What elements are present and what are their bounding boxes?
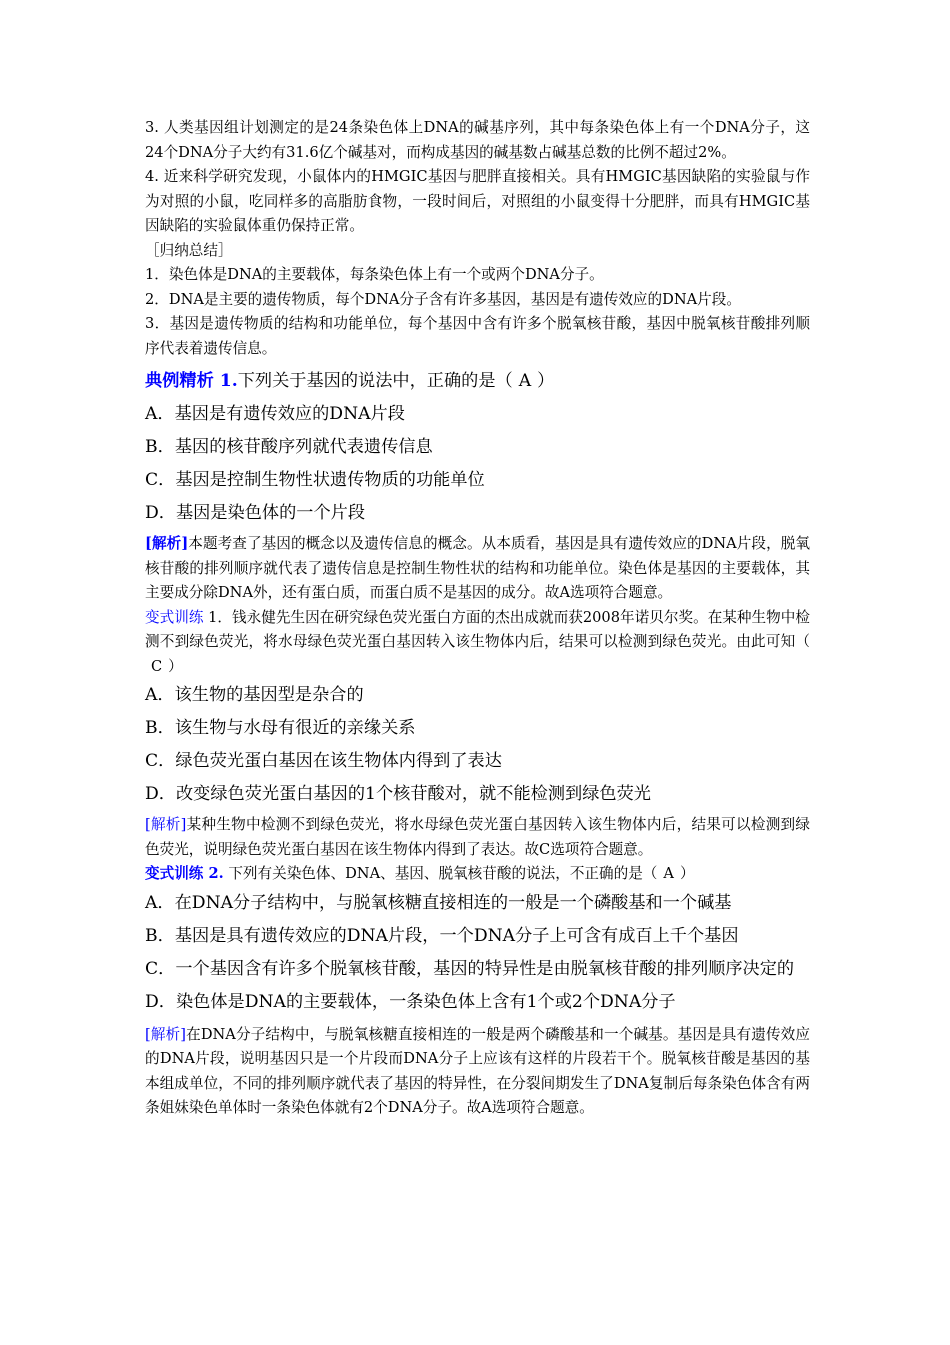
summary-heading: ［归纳总结］ [145, 241, 233, 259]
variant1-answer: C [151, 657, 163, 675]
variant2-option-a: A．在DNA分子结构中，与脱氧核糖直接相连的一般是一个磷酸基和一个碱基 [145, 892, 732, 913]
example-question [145, 365, 810, 398]
variant1-question [145, 606, 810, 680]
variant1-stem-end: ） [168, 657, 183, 675]
variant2-answer: A [663, 865, 674, 882]
summary-point-2: 2．DNA是主要的遗传物质，每个DNA分子含有许多基因，基因是有遗传效应的DNA片段。 [145, 290, 741, 308]
variant2-option-d: D．染色体是DNA的主要载体，一条染色体上含有1个或2个DNA分子 [145, 991, 676, 1012]
variant2-stem: 下列有关染色体、DNA、基因、脱氧核苷酸的说法，不正确的是（ [223, 865, 658, 882]
example-stem-end: ） [537, 371, 555, 391]
variant1-label: 变式训练 [145, 608, 204, 626]
variant2-analysis-text: 在DNA分子结构中，与脱氧核糖直接相连的一般是两个磷酸基和一个碱基。基因是具有遗传效应的DNA片段，说明基因只是一个片段而DNA分子上应该有这样的片段若干个。脱氧核苷酸是基因的基本组成单位，不同的排列顺序就代表了基因的特异性，在分裂间期发生了DNA复制后每条染色体含有两条姐妹染色单体时一条染色体就有2个DNA分子。故A选项符合题意。 [145, 1025, 811, 1116]
example-answer: A [518, 371, 532, 391]
summary-point-1: 1．染色体是DNA的主要载体，每条染色体上有一个或两个DNA分子。 [145, 266, 604, 283]
variant1-option-c: C．绿色荧光蛋白基因在该生物体内得到了表达 [145, 751, 502, 771]
variant1-analysis-text: 某种生物中检测不到绿色荧光，将水母绿色荧光蛋白基因转入该生物体内后，结果可以检测到绿色荧光，说明绿色荧光蛋白基因在该生物体内得到了表达。故C选项符合题意。 [145, 816, 810, 858]
variant1-analysis [145, 813, 810, 862]
variant2-stem-end: ） [679, 865, 695, 882]
summary-point-3: 3．基因是遗传物质的结构和功能单位，每个基因中含有许多个脱氧核苷酸，基因中脱氧核苷酸排列顺序代表着遗传信息。 [145, 315, 810, 357]
example-stem: 下列关于基因的说法中，正确的是（ [237, 371, 513, 391]
variant2-analysis [145, 1023, 810, 1121]
variant1-stem: 1．钱永健先生因在研究绿色荧光蛋白方面的杰出成就而获2008年诺贝尔奖。在某种生物中检测不到绿色荧光，将水母绿色荧光蛋白基因转入该生物体内后，结果可以检测到绿色荧光。由此可知（ [145, 608, 810, 650]
background-point-4: 4. 近来科学研究发现，小鼠体内的HMGIC基因与肥胖直接相关。具有HMGIC基因缺陷的实验鼠与作为对照的小鼠，吃同样多的高脂肪食物，一段时间后，对照组的小鼠变得十分肥胖，而具有HMGIC基因缺陷的实验鼠体重仍保持正常。 [145, 168, 810, 234]
variant2-label: 变式训练 2. [145, 865, 224, 882]
example-analysis-text: 本题考查了基因的概念以及遗传信息的概念。从本质看，基因是具有遗传效应的DNA片段，脱氧核苷酸的排列顺序就代表了遗传信息是控制生物性状的结构和功能单位。染色体是基因的主要载体，其主要成分除DNA外，还有蛋白质，而蛋白质不是基因的成分。故A选项符合题意。 [145, 535, 810, 601]
variant2-option-b: B．基因是具有遗传效应的DNA片段，一个DNA分子上可含有成百上千个基因 [145, 925, 739, 946]
example-option-b: B．基因的核苷酸序列就代表遗传信息 [145, 437, 433, 457]
example-option-a: A．基因是有遗传效应的DNA片段 [145, 404, 405, 424]
example-label: 典例精析 1. [145, 371, 238, 391]
document-page [145, 116, 810, 1121]
variant1-option-a: A．该生物的基因型是杂合的 [145, 685, 364, 705]
example-analysis-label: [解析] [145, 535, 189, 552]
example-option-c: C．基因是控制生物性状遗传物质的功能单位 [145, 470, 485, 490]
variant2-analysis-label: [解析] [145, 1025, 186, 1043]
variant1-option-d: D．改变绿色荧光蛋白基因的1个核苷酸对，就不能检测到绿色荧光 [145, 784, 651, 804]
variant1-analysis-label: [解析] [145, 816, 187, 833]
background-point-3: 3. 人类基因组计划测定的是24条染色体上DNA的碱基序列，其中每条染色体上有一个DNA分子，这24个DNA分子大约有31.6亿个碱基对，而构成基因的碱基数占碱基总数的比例不超过2%。 [145, 119, 810, 161]
variant2-option-c: C．一个基因含有许多个脱氧核苷酸，基因的特异性是由脱氧核苷酸的排列顺序决定的 [145, 958, 795, 979]
example-analysis [145, 532, 810, 606]
example-option-d: D．基因是染色体的一个片段 [145, 503, 366, 523]
variant2-question [145, 862, 810, 887]
variant1-option-b: B．该生物与水母有很近的亲缘关系 [145, 718, 416, 738]
